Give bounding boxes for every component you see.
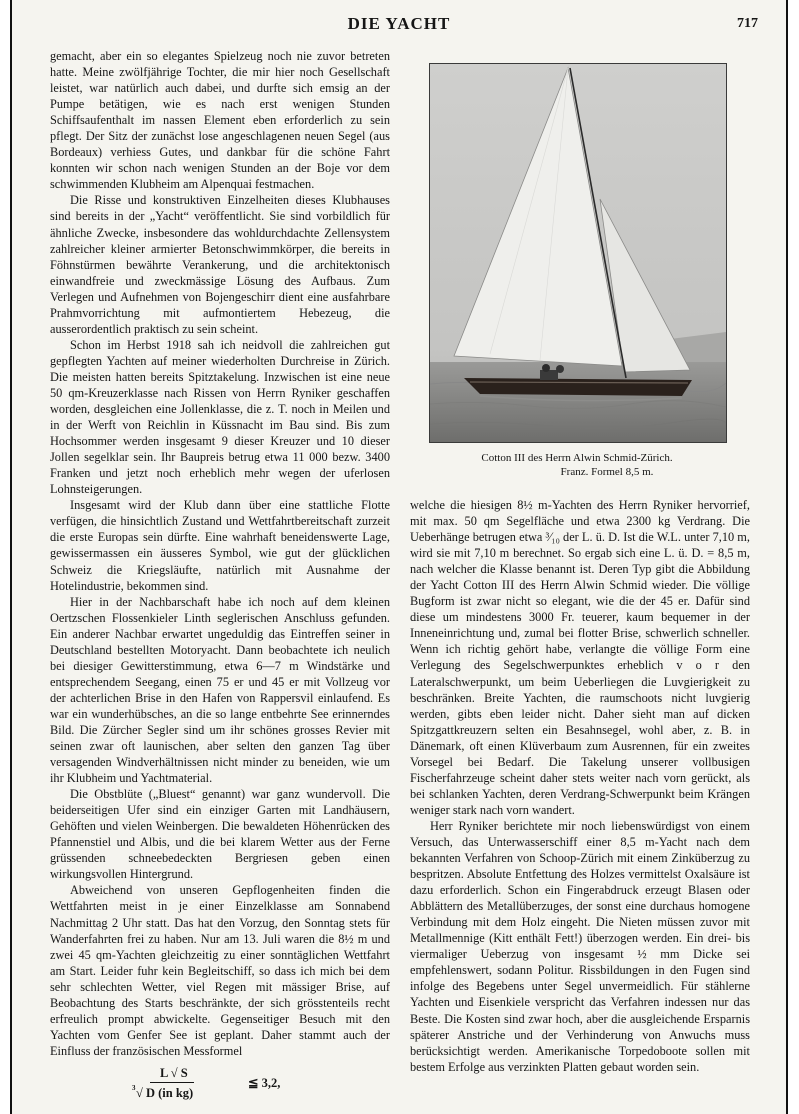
right-column xyxy=(410,497,750,1075)
left-column xyxy=(50,48,390,1109)
formula-root-index: 3 xyxy=(132,1083,136,1092)
paragraph: welche die hiesigen 8½ m-Yachten des Herrn Ryniker hervorrief, mit max. 50 qm Segelfläche und etwa 2300 kg Verdrang. Die Ueberhänge betrugen etwa ³⁄₁₀ der L. ü. D. Ist die W.L. unter 7,10 m, wird sie mit 7,10 m berechnet. So ergab sich eine L. ü. D. = 8,5 m, nach welcher die Klasse benannt ist. Deren Typ gibt die Abbildung der Yacht Cotton III des Herrn Alwin Schmid wieder. Die völlige Bugform ist zwar nicht so elegant, wie die der 45 er. Dafür sind diese um mindestens 3000 Fr. teuerer, kaum bequemer in der Inneneinrichtung und, zumal bei flotter Brise, schwerlich schneller. Wenn ich richtig gehört habe, verlangte die völlige Form eine Verlegung des Segelschwerpunktes erheblich v o r den Lateralschwerpunkt, um beim Ueberliegen die Luvgierigkeit zu beschränken. Breite Yachten, die raumschoots nicht luvgierig werden, gibts eben leider nicht. Daher sieht man auf dicken Spitzgattkreuzern selten ein Besahnsegel, wohl aber, z. B. in Dänemark, oft einen Klüverbaum zum Ausrennen, für ein zweites Vorsegel bei Bedarf. Die Takelung unserer vollbusigen Fischerfahrzeuge scheint daher stets weiter nach vorn gerückt, als bei schlanken Yachten, deren Verdrang-Schwerpunkt beim Krängen weniger stark nach vorn wandert. xyxy=(410,498,750,817)
yacht-photo xyxy=(429,63,727,443)
paragraph: Hier in der Nachbarschaft habe ich noch auf dem kleinen Oertzschen Flossenkieler Linth seglerischen Anschluss gefunden. Ein anderer Nachbar erwartet ungeduldig das Eintreffen seiner in Deutschland bestellten Motoryacht. Dann beobachtete ich neulich bei diesiger Gewitterstimmung, etwa 6—7 m Windstärke und entsprechendem Seegang, einen 75 er und 45 er mit Vollzeug vor der achterlichen Brise in den Hafen von Rappersvil einlaufend. Es war ein wunderhübsches, an die so lange entbehrte See erinnerndes Bild. Die Zürcher Segler sind um ihr schönes grosses Revier mit seinen zwar oft launischen, aber selten den ganzen Tag über versagenden Windverhältnissen nicht minder zu beneiden, wie um ihr Klubheim und Yachtmaterial. xyxy=(50,594,390,786)
paragraph: Herr Ryniker berichtete mir noch liebenswürdigst von einem Versuch, das Unterwasserschiff einer 8,5 m-Yacht nach dem bekannten Verfahren von Schoop-Zürich mit einem Zinküberzug zu bespritzen. Absolute Entfettung des Holzes vermittelst Oxalsäure ist dazu erforderlich. Schon ein Fingerabdruck erzeugt Blasen oder Abblättern des Metallüberzuges, der sonst eine durchaus homogene Verbindung mit dem Holz eingeht. Die Nieten müssen zuvor mit Metallmennige (Kitt enthält Fett!) überzogen werden. Ein drei- bis viermaliger Ueberzug von insgesamt ½ mm Dicke sei empfehlenswert, sodann Politur. Rissbildungen in den Fugen sind infolge des Begebens unter Segel unvermeidlich. Für stählerne Yachten und Eisenkiele verspricht das Verfahren indessen nur das Beste. Die Kosten sind zwar hoch, aber die ausgleichende Ersparnis späterer Anstriche und der Verhinderung von Anwuchs muss berücksichtigt werden. Amerikanische Torpedoboote sollen mit bestem Erfolge aus verzinkten Platten gebaut worden sein. xyxy=(410,818,750,1074)
paragraph: Die Risse und konstruktiven Einzelheiten dieses Klubhauses sind bereits in der „Yacht“ veröffentlicht. Sie sind vorbildlich für ähnliche Zwecke, insbesondere das wohldurchdachte Zellensystem zahlreicher kleiner armierter Betonschwimmkörper, die bereits in Föhnstürmen bewährte Verankerung, und die architektonisch einwandfreie und zweckmässige Lösung des Aufbaus. Zum Verlegen und Aufnehmen von Bojengeschirr dient eine ausfahrbare Prahmvorrichtung mit aufmontiertem Hebezeug, die ausserordentlich praktisch zu sein scheint. xyxy=(50,193,390,336)
formula-numerator: L √ S xyxy=(150,1065,194,1083)
photo-caption xyxy=(412,451,742,479)
paragraph: gemacht, aber ein so elegantes Spielzeug noch nie zuvor betreten hatte. Meine zwölfjährige Tochter, die mir hier noch Gesellschaft leistet, war natürlich auch dabei, und durfte sich emsig an der Pumpe betätigen, wie es nach erst wenigen Stunden Schiffsaufenthalt im nassen Element eben erforderlich zu sein pflegt. Der Sitz der zunächst lose angeschlagenen neuen Segel (aus Bordeaux) verhiess Gutes, und dankbar für die schöne Fahrt konnten wir schon nach wenigen Stunden an der Boje vor dem schwimmenden Klubheim am Alpenquai festmachen. xyxy=(50,49,390,192)
measurement-formula xyxy=(132,1065,390,1109)
caption-line-1: Cotton III des Herrn Alwin Schmid-Zürich. xyxy=(481,452,673,464)
page-number: 717 xyxy=(737,16,758,31)
caption-line-2: Franz. Formel 8,5 m. xyxy=(560,466,654,478)
formula-denominator: √ D (in kg) xyxy=(136,1085,194,1100)
paragraph: Schon im Herbst 1918 sah ich neidvoll die zahlreichen gut gepflegten Yachten auf meiner wiederholten Durchreise in Zürich. Die meisten hatten bereits Spitztakelung. Inzwischen ist eine neue 50 qm-Kreuzerklasse nach Rissen von Herrn Ryniker geschaffen worden, desgleichen eine Jollenklasse, die z. T. noch in Meilen und in der Werft von Reichlin in Küssnacht im Bau sind. Bis zum Hochsommer werden insgesamt 9 dieser Kreuzer und 10 dieser Jollen segelklar sein. Ihr Baupreis betrug etwa 11 000 bezw. 3400 Franken und jetzt noch erheblich mehr wegen der uferlosen Lohnsteigerungen. xyxy=(50,337,390,497)
paragraph: Insgesamt wird der Klub dann über eine stattliche Flotte verfügen, die hinsichtlich Zustand und Wettfahrtbereitschaft zurzeit die erste Europas sein dürfte. Eine wahrhaft beneidenswerte Lage, gewissermassen ein äusseres Symbol, wie gut der glücklichen Schweiz die Kriegsläufte, natürlich mit Ausnahme der Hotelindustrie, bekommen sind. xyxy=(50,498,390,593)
sailboat-illustration xyxy=(430,64,726,442)
running-header-title: DIE YACHT xyxy=(347,14,451,33)
magazine-page xyxy=(10,0,788,1114)
paragraph: Abweichend von unseren Gepflogenheiten finden die Wettfahrten meist in je einer Einzelklasse am Sonnabend Nachmittag 2 Uhr statt. Das hat den Vorzug, den Sonntag stets für Wanderfahrten frei zu haben. Nur am 13. Juli waren die 8½ m und zwei 45 qm-Yachten gleichzeitig zu einer sonntäglichen Wettfahrt am Start. Leider fuhr kein Begleitschiff, so dass ich mich bei dem sehr schlechten Wetter, viel Regen mit mässiger Brise, auf Beobachtung des Starts beschränkte, der sich grösstenteils recht erfreulich prompt abwickelte. Gegenseitiger Besuch mit den Yachten vom Genfer See ist geplant. Daher stammt auch der Einfluss der französischen Messformel xyxy=(50,883,390,1058)
formula-relation: ≦ 3,2, xyxy=(248,1075,281,1090)
paragraph: Die Obstblüte („Bluest“ genannt) war ganz wundervoll. Die beiderseitigen Ufer sind ein einziger Garten mit Landhäusern, Gehöften und vielen Weinbergen. Die bewaldeten Höhenrücken des Pfannenstiel und Albis, und die bei klarem Wetter aus der Ferne grüssenden schneebedeckten Bergriesen geben einen wirkungsvollen Hintergrund. xyxy=(50,787,390,882)
